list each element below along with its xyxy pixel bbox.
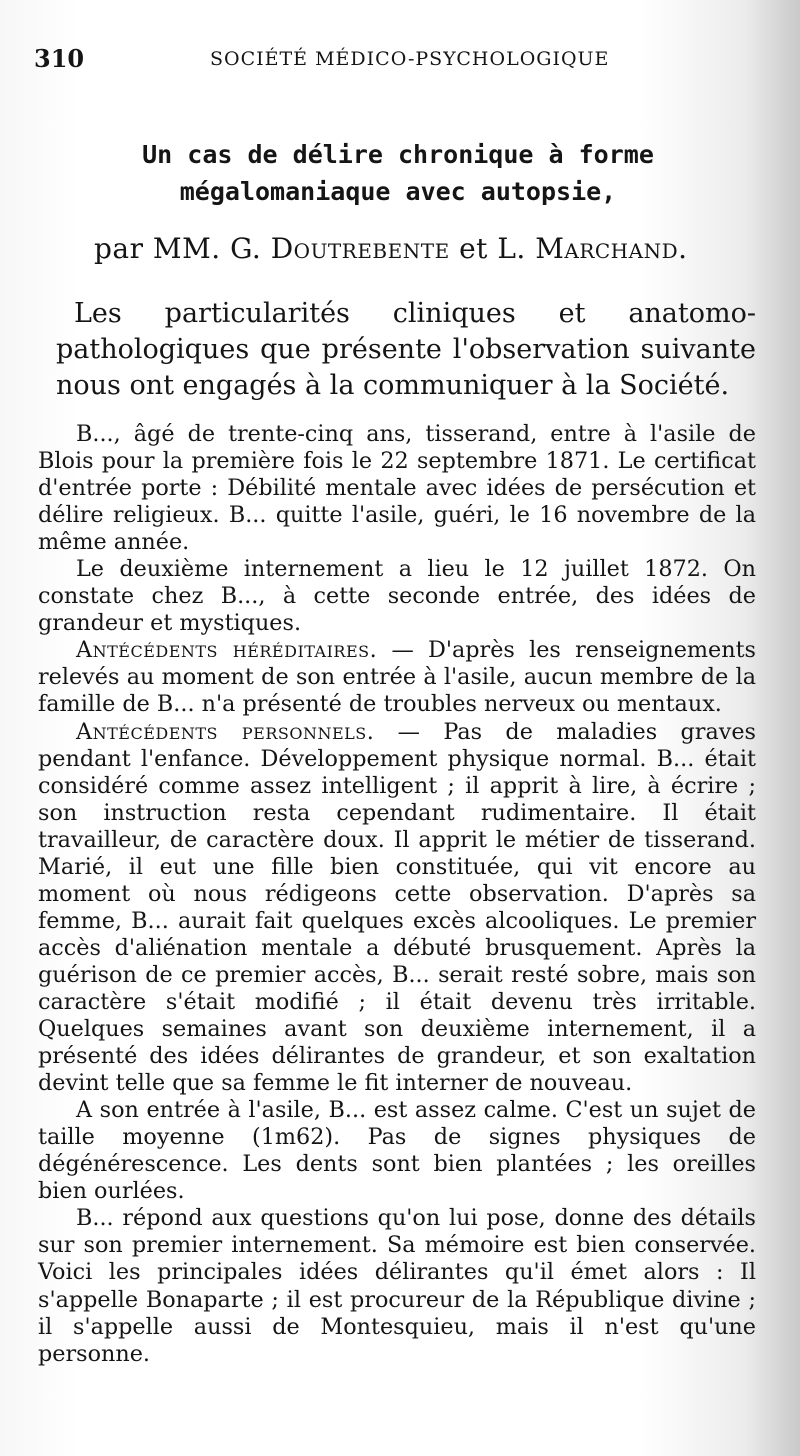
paragraph-first-admission: B..., âgé de trente-cinq ans, tisserand, entre à l'asile de Blois pour la première fois le 22 septembre 1871. Le certificat d'entrée porte : Débilité mentale avec idées de persécution et délire religieux. B... quitte l'asile, guéri, le 16 novembre de la même année. [38,421,756,556]
heading-hereditary-history: Antécédents héréditaires. [76,637,378,664]
article-title: Un cas de délire chronique à forme mégalomaniaque avec autopsie, [142,140,654,206]
paragraph-second-admission: Le deuxième internement a lieu le 12 juillet 1872. On constate chez B..., à cette seconde entrée, des idées de grandeur et mystiques. [38,556,756,637]
page-number: 310 [34,44,85,73]
intro-paragraph: Les particularités cliniques et anatomo-pathologiques que présente l'observation suivante nous ont engagés à la communiquer à la Société. [56,298,756,401]
text-hereditary-history: — D'après les renseignements relevés au moment de son entrée à l'asile, aucun membre de la famille de B... n'a présenté de troubles nerveux ou mentaux. [38,637,757,718]
authors-conjunction: et [459,232,488,265]
paragraph-personal-history [38,719,756,1098]
author-doutrebente: G. Doutrebente [230,232,450,265]
article-authors [94,232,688,265]
paragraph-hereditary-history [38,637,756,718]
author-marchand: L. Marchand. [497,232,688,265]
paragraph-delusions: B... répond aux questions qu'on lui pose, donne des détails sur son premier internement. Sa mémoire est bien conservée. Voici les principales idées délirantes qu'il émet alors : Il s'appelle Bonaparte ; il est procureur de la République divine ; il s'appelle aussi de Montesquieu, mais il n'est qu'une personne. [38,1205,756,1367]
running-head: SOCIÉTÉ MÉDICO-PSYCHOLOGIQUE [210,48,610,70]
paragraph-admission-exam: A son entrée à l'asile, B... est assez calme. C'est un sujet de taille moyenne (1m62). Pas de signes physiques de dégénérescence. Les dents sont bien plantées ; les oreilles bien ourlées. [38,1097,756,1205]
intro-section [56,296,756,404]
text-personal-history: — Pas de maladies graves pendant l'enfance. Développement physique normal. B... était considéré comme assez intelligent ; il apprit à lire, à écrire ; son instruction resta cependant rudimentaire. Il était travailleur, de caractère doux. Il apprit le métier de tisserand. Marié, il eut une fille bien constituée, qui vit encore au moment où nous rédigeons cette observation. D'après sa femme, B... aurait fait quelques excès alcooliques. Le premier accès d'aliénation mentale a débuté brusquement. Après la guérison de ce premier accès, B... serait resté sobre, mais son caractère s'était modifié ; il était devenu très irritable. Quelques semaines avant son deuxième internement, il a présenté des idées délirantes de grandeur, et son exaltation devint telle que sa femme le fit interner de nouveau. [38,718,756,1097]
article-body [38,421,756,1368]
authors-prefix: par MM. [94,232,221,265]
heading-personal-history: Antécédents personnels. [76,718,375,745]
